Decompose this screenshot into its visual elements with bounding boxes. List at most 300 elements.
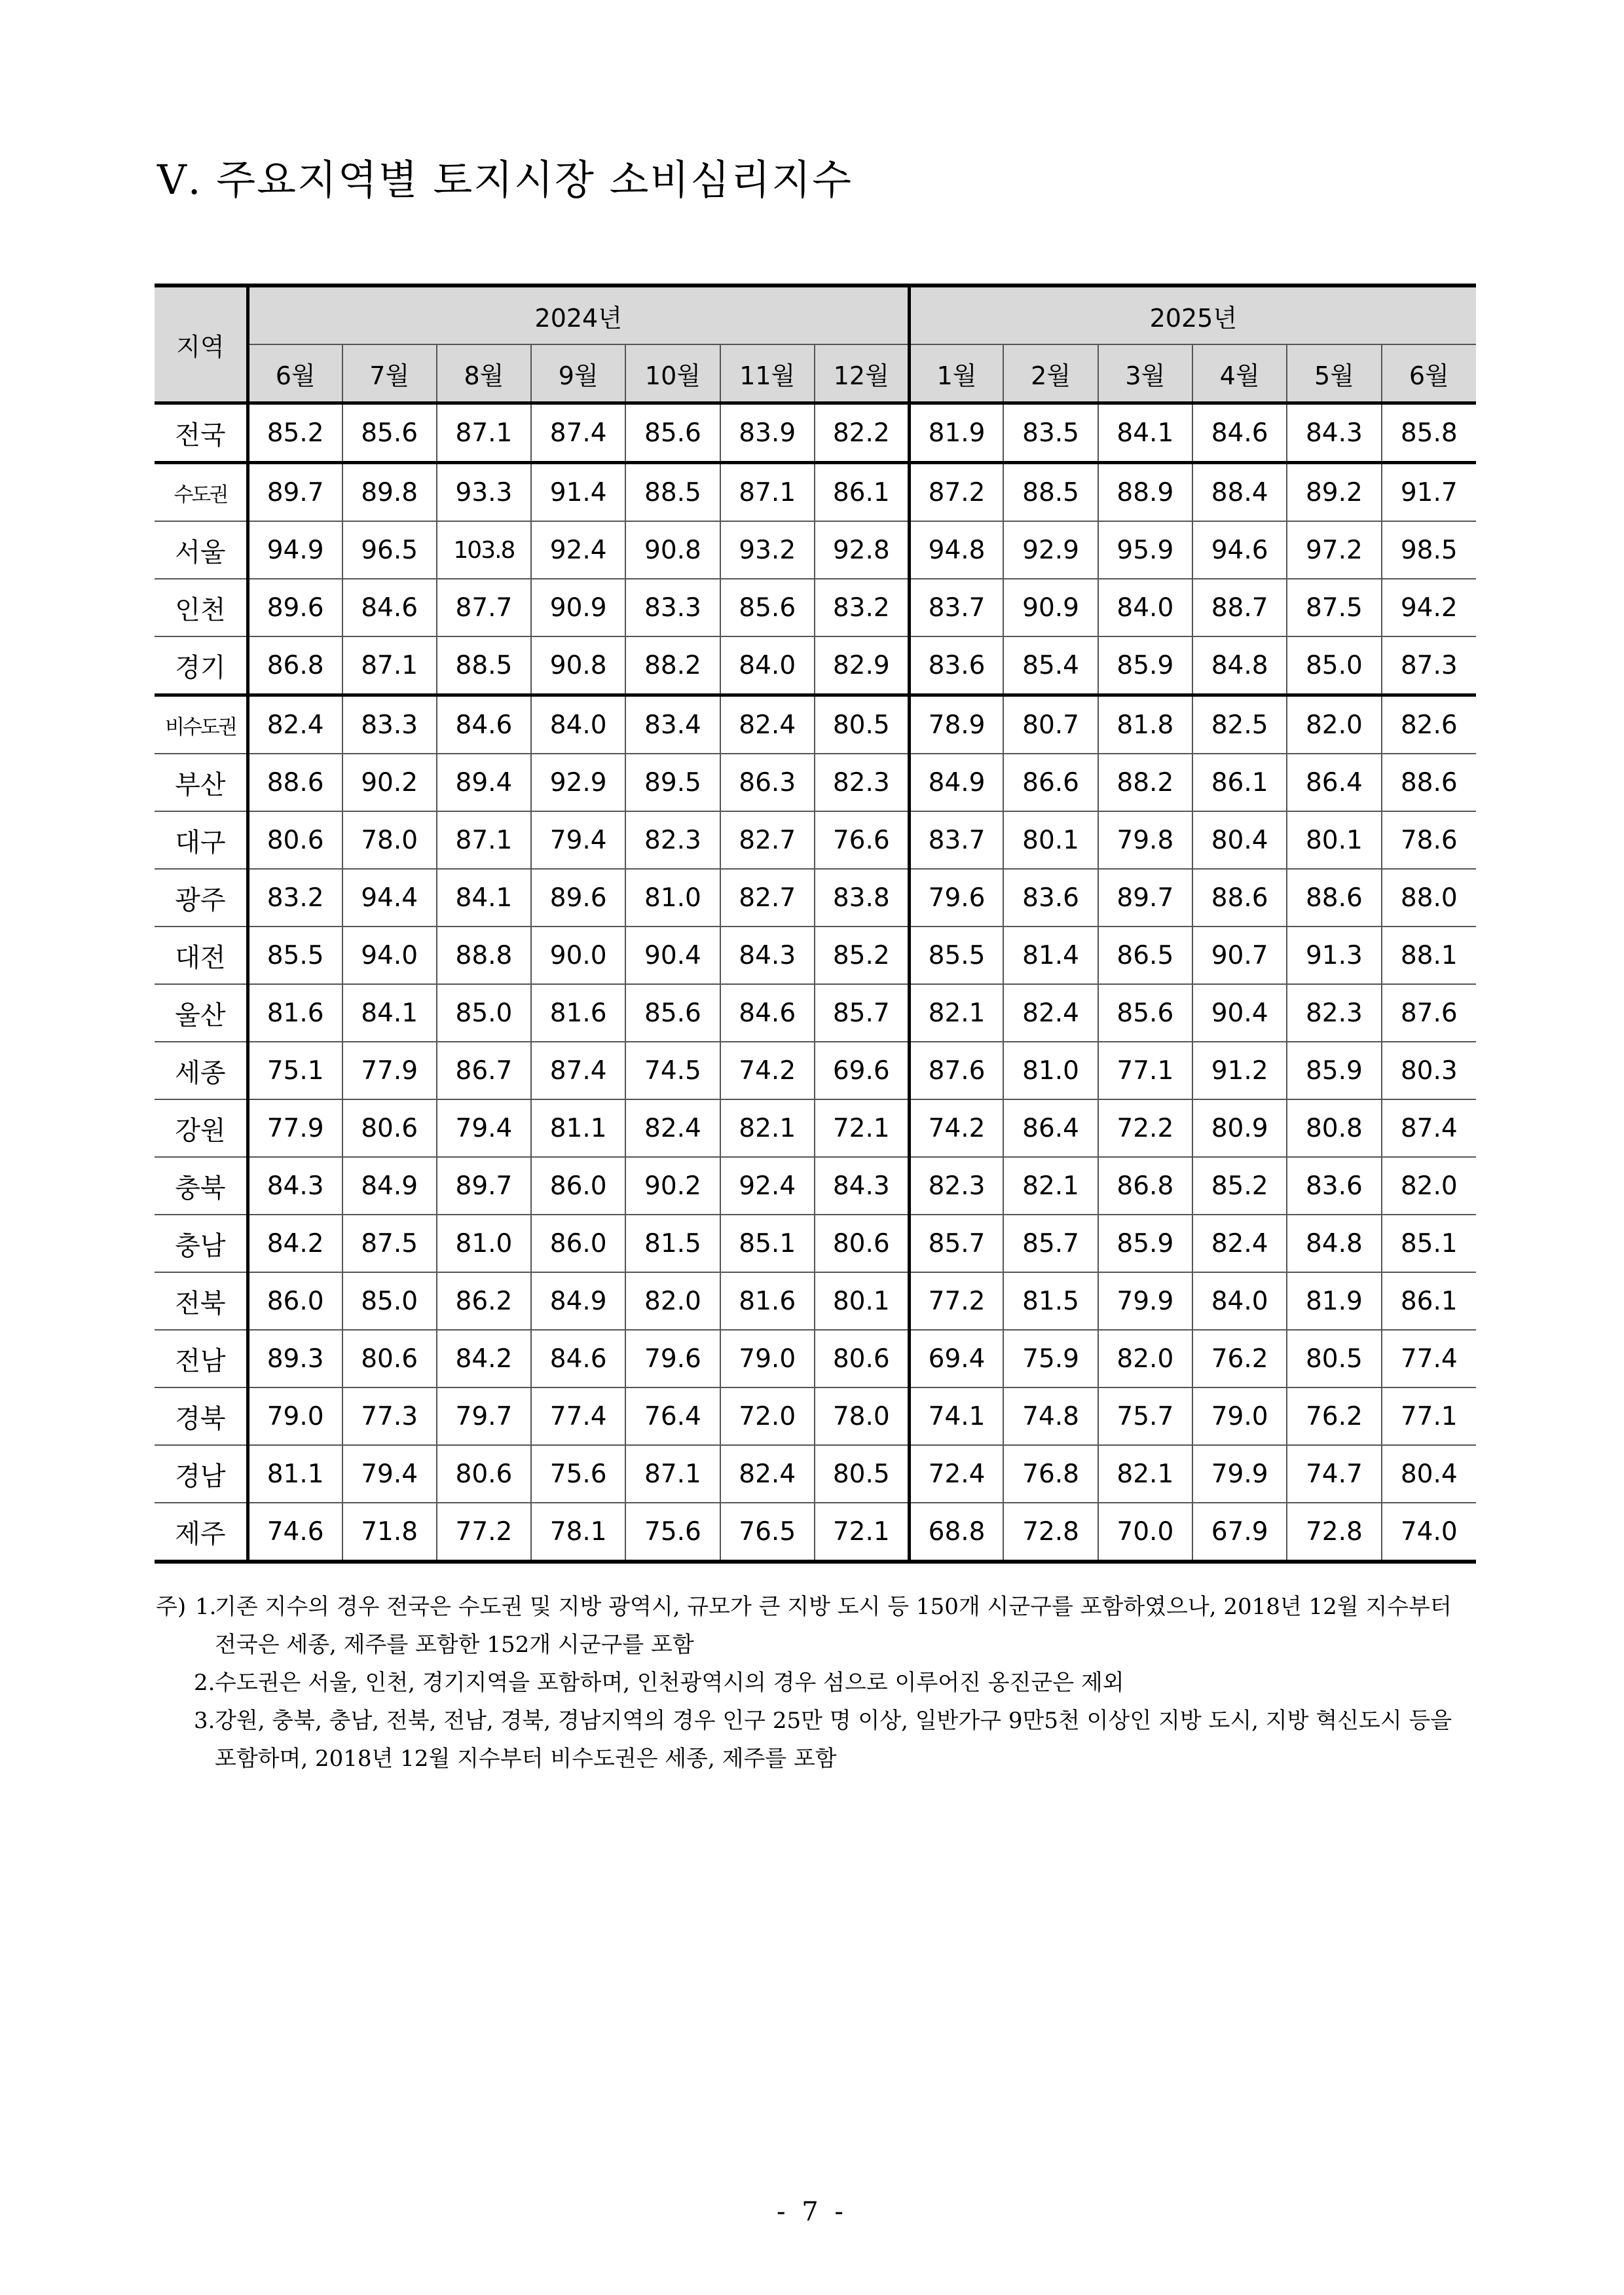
value-cell: 84.6	[342, 579, 437, 636]
value-cell: 86.4	[1287, 754, 1381, 811]
value-cell: 69.4	[909, 1330, 1003, 1387]
region-cell: 전북	[155, 1272, 248, 1330]
month-header: 5월	[1287, 344, 1381, 403]
value-cell: 86.1	[1382, 1272, 1476, 1330]
value-cell: 83.9	[720, 403, 815, 463]
value-cell: 84.3	[815, 1157, 909, 1215]
value-cell: 71.8	[342, 1503, 437, 1562]
value-cell: 85.2	[815, 927, 909, 984]
table-row	[155, 811, 1476, 869]
value-cell: 83.3	[625, 579, 720, 636]
value-cell: 86.1	[815, 463, 909, 522]
table-row	[155, 1042, 1476, 1099]
value-cell: 88.4	[1192, 463, 1287, 522]
region-cell: 인천	[155, 579, 248, 636]
value-cell: 83.6	[1287, 1157, 1381, 1215]
value-cell: 81.5	[1003, 1272, 1098, 1330]
value-cell: 89.7	[248, 463, 342, 522]
value-cell: 75.6	[531, 1445, 625, 1503]
value-cell: 79.0	[720, 1330, 815, 1387]
value-cell: 83.7	[909, 579, 1003, 636]
month-header: 2월	[1003, 344, 1098, 403]
value-cell: 85.6	[720, 579, 815, 636]
value-cell: 91.4	[531, 463, 625, 522]
value-cell: 87.5	[1287, 579, 1381, 636]
value-cell: 76.2	[1192, 1330, 1287, 1387]
value-cell: 87.5	[342, 1215, 437, 1272]
value-cell: 80.9	[1192, 1099, 1287, 1157]
region-cell: 경기	[155, 636, 248, 695]
value-cell: 82.4	[625, 1099, 720, 1157]
value-cell: 91.7	[1382, 463, 1476, 522]
value-cell: 81.6	[720, 1272, 815, 1330]
value-cell: 84.3	[248, 1157, 342, 1215]
value-cell: 89.6	[531, 869, 625, 927]
value-cell: 84.1	[1098, 403, 1192, 463]
value-cell: 83.2	[815, 579, 909, 636]
value-cell: 87.1	[625, 1445, 720, 1503]
value-cell: 77.9	[248, 1099, 342, 1157]
value-cell: 80.6	[248, 811, 342, 869]
value-cell: 80.6	[437, 1445, 531, 1503]
region-cell: 충남	[155, 1215, 248, 1272]
value-cell: 80.5	[815, 695, 909, 754]
value-cell: 90.9	[531, 579, 625, 636]
value-cell: 95.9	[1098, 521, 1192, 579]
value-cell: 78.9	[909, 695, 1003, 754]
value-cell: 70.0	[1098, 1503, 1192, 1562]
value-cell: 83.6	[1003, 869, 1098, 927]
value-cell: 67.9	[1192, 1503, 1287, 1562]
value-cell: 94.9	[248, 521, 342, 579]
value-cell: 86.3	[720, 754, 815, 811]
value-cell: 72.1	[815, 1503, 909, 1562]
value-cell: 84.2	[437, 1330, 531, 1387]
value-cell: 89.2	[1287, 463, 1381, 522]
value-cell: 84.2	[248, 1215, 342, 1272]
region-cell: 대전	[155, 927, 248, 984]
footnote-number: 2.	[194, 1670, 215, 1696]
value-cell: 82.0	[1098, 1330, 1192, 1387]
value-cell: 88.9	[1098, 463, 1192, 522]
value-cell: 94.4	[342, 869, 437, 927]
value-cell: 92.8	[815, 521, 909, 579]
value-cell: 85.7	[815, 984, 909, 1042]
footnote-number: 3.	[194, 1708, 215, 1734]
value-cell: 81.5	[625, 1215, 720, 1272]
region-cell: 전국	[155, 403, 248, 463]
value-cell: 88.0	[1382, 869, 1476, 927]
value-cell: 85.6	[1098, 984, 1192, 1042]
value-cell: 69.6	[815, 1042, 909, 1099]
value-cell: 81.4	[1003, 927, 1098, 984]
value-cell: 79.9	[1098, 1272, 1192, 1330]
value-cell: 82.0	[1382, 1157, 1476, 1215]
value-cell: 77.4	[531, 1387, 625, 1445]
value-cell: 82.4	[1003, 984, 1098, 1042]
value-cell: 87.6	[1382, 984, 1476, 1042]
value-cell: 89.4	[437, 754, 531, 811]
value-cell: 84.6	[1192, 403, 1287, 463]
value-cell: 83.2	[248, 869, 342, 927]
value-cell: 88.6	[248, 754, 342, 811]
value-cell: 87.1	[720, 463, 815, 522]
footnote-3	[156, 1702, 1479, 1778]
value-cell: 74.5	[625, 1042, 720, 1099]
value-cell: 103.8	[437, 521, 531, 579]
month-header: 12월	[815, 344, 909, 403]
value-cell: 79.0	[248, 1387, 342, 1445]
value-cell: 72.4	[909, 1445, 1003, 1503]
month-header: 3월	[1098, 344, 1192, 403]
value-cell: 84.6	[437, 695, 531, 754]
table-row	[155, 1157, 1476, 1215]
value-cell: 90.4	[625, 927, 720, 984]
value-cell: 74.2	[909, 1099, 1003, 1157]
value-cell: 84.6	[720, 984, 815, 1042]
value-cell: 82.1	[1098, 1445, 1192, 1503]
value-cell: 80.5	[1287, 1330, 1381, 1387]
value-cell: 82.4	[720, 1445, 815, 1503]
value-cell: 87.4	[531, 403, 625, 463]
region-cell: 경북	[155, 1387, 248, 1445]
value-cell: 87.6	[909, 1042, 1003, 1099]
value-cell: 82.4	[248, 695, 342, 754]
value-cell: 91.3	[1287, 927, 1381, 984]
region-cell: 제주	[155, 1503, 248, 1562]
table-row	[155, 1099, 1476, 1157]
value-cell: 81.9	[909, 403, 1003, 463]
value-cell: 85.5	[248, 927, 342, 984]
value-cell: 82.0	[1287, 695, 1381, 754]
value-cell: 80.6	[342, 1099, 437, 1157]
value-cell: 81.8	[1098, 695, 1192, 754]
value-cell: 87.4	[1382, 1099, 1476, 1157]
table-row	[155, 695, 1476, 754]
value-cell: 80.6	[815, 1330, 909, 1387]
value-cell: 88.1	[1382, 927, 1476, 984]
region-cell: 부산	[155, 754, 248, 811]
value-cell: 87.1	[437, 403, 531, 463]
value-cell: 77.9	[342, 1042, 437, 1099]
value-cell: 88.7	[1192, 579, 1287, 636]
value-cell: 79.0	[1192, 1387, 1287, 1445]
value-cell: 94.8	[909, 521, 1003, 579]
value-cell: 94.0	[342, 927, 437, 984]
value-cell: 82.6	[1382, 695, 1476, 754]
value-cell: 79.8	[1098, 811, 1192, 869]
value-cell: 82.3	[815, 754, 909, 811]
month-header: 9월	[531, 344, 625, 403]
value-cell: 89.5	[625, 754, 720, 811]
value-cell: 84.1	[437, 869, 531, 927]
value-cell: 85.8	[1382, 403, 1476, 463]
value-cell: 85.0	[437, 984, 531, 1042]
table-row	[155, 1272, 1476, 1330]
value-cell: 80.4	[1382, 1445, 1476, 1503]
value-cell: 88.6	[1192, 869, 1287, 927]
value-cell: 81.9	[1287, 1272, 1381, 1330]
value-cell: 80.6	[342, 1330, 437, 1387]
year-header-row	[155, 285, 1476, 344]
value-cell: 84.0	[1098, 579, 1192, 636]
value-cell: 94.2	[1382, 579, 1476, 636]
value-cell: 86.0	[531, 1215, 625, 1272]
value-cell: 79.7	[437, 1387, 531, 1445]
value-cell: 83.5	[1003, 403, 1098, 463]
region-cell: 경남	[155, 1445, 248, 1503]
value-cell: 81.0	[625, 869, 720, 927]
value-cell: 78.0	[342, 811, 437, 869]
value-cell: 82.4	[1192, 1215, 1287, 1272]
value-cell: 85.6	[625, 984, 720, 1042]
page-number: - 7 -	[777, 2197, 847, 2227]
value-cell: 82.1	[720, 1099, 815, 1157]
value-cell: 85.1	[720, 1215, 815, 1272]
table-row	[155, 869, 1476, 927]
value-cell: 82.0	[625, 1272, 720, 1330]
footnote-text: 기존 지수의 경우 전국은 수도권 및 지방 광역시, 규모가 큰 지방 도시 등 150개 시군구를 포함하였으나, 2018년 12월 지수부터 전국은 세종, 제주를 포함한 152개 시군구를 포함	[215, 1594, 1452, 1658]
value-cell: 83.8	[815, 869, 909, 927]
table-row	[155, 1215, 1476, 1272]
value-cell: 80.8	[1287, 1099, 1381, 1157]
value-cell: 79.6	[909, 869, 1003, 927]
value-cell: 84.9	[531, 1272, 625, 1330]
value-cell: 72.0	[720, 1387, 815, 1445]
value-cell: 74.8	[1003, 1387, 1098, 1445]
table-row	[155, 403, 1476, 463]
table-row	[155, 463, 1476, 522]
month-header: 8월	[437, 344, 531, 403]
value-cell: 83.3	[342, 695, 437, 754]
table-row	[155, 1387, 1476, 1445]
value-cell: 87.7	[437, 579, 531, 636]
value-cell: 83.6	[909, 636, 1003, 695]
value-cell: 88.5	[625, 463, 720, 522]
value-cell: 76.4	[625, 1387, 720, 1445]
value-cell: 92.9	[1003, 521, 1098, 579]
value-cell: 78.0	[815, 1387, 909, 1445]
value-cell: 78.1	[531, 1503, 625, 1562]
value-cell: 84.1	[342, 984, 437, 1042]
region-cell: 강원	[155, 1099, 248, 1157]
table-row	[155, 1330, 1476, 1387]
value-cell: 84.0	[1192, 1272, 1287, 1330]
value-cell: 90.8	[531, 636, 625, 695]
value-cell: 83.4	[625, 695, 720, 754]
footnote-text: 강원, 충북, 충남, 전북, 전남, 경북, 경남지역의 경우 인구 25만 명 이상, 일반가구 9만5천 이상인 지방 도시, 지방 혁신도시 등을 포함하며, 2018년 12월 지수부터 비수도권은 세종, 제주를 포함	[215, 1708, 1452, 1772]
month-header-row	[155, 344, 1476, 403]
value-cell: 84.8	[1192, 636, 1287, 695]
value-cell: 82.3	[625, 811, 720, 869]
value-cell: 78.6	[1382, 811, 1476, 869]
value-cell: 87.1	[342, 636, 437, 695]
value-cell: 82.4	[720, 695, 815, 754]
footnote-number: 1.	[195, 1594, 217, 1620]
value-cell: 86.8	[248, 636, 342, 695]
value-cell: 82.3	[909, 1157, 1003, 1215]
value-cell: 72.2	[1098, 1099, 1192, 1157]
value-cell: 93.2	[720, 521, 815, 579]
value-cell: 85.2	[248, 403, 342, 463]
value-cell: 89.7	[437, 1157, 531, 1215]
value-cell: 86.8	[1098, 1157, 1192, 1215]
value-cell: 84.9	[342, 1157, 437, 1215]
month-header: 10월	[625, 344, 720, 403]
value-cell: 80.5	[815, 1445, 909, 1503]
value-cell: 84.8	[1287, 1215, 1381, 1272]
value-cell: 85.1	[1382, 1215, 1476, 1272]
value-cell: 76.5	[720, 1503, 815, 1562]
value-cell: 77.1	[1098, 1042, 1192, 1099]
value-cell: 93.3	[437, 463, 531, 522]
value-cell: 98.5	[1382, 521, 1476, 579]
region-cell: 서울	[155, 521, 248, 579]
value-cell: 88.8	[437, 927, 531, 984]
value-cell: 82.2	[815, 403, 909, 463]
value-cell: 85.0	[1287, 636, 1381, 695]
region-cell: 비수도권	[155, 695, 248, 754]
value-cell: 86.1	[1192, 754, 1287, 811]
value-cell: 76.8	[1003, 1445, 1098, 1503]
value-cell: 77.3	[342, 1387, 437, 1445]
value-cell: 84.0	[720, 636, 815, 695]
value-cell: 77.1	[1382, 1387, 1476, 1445]
year-header-2025: 2025년	[909, 285, 1476, 344]
value-cell: 89.3	[248, 1330, 342, 1387]
value-cell: 90.2	[342, 754, 437, 811]
region-cell: 수도권	[155, 463, 248, 522]
value-cell: 92.9	[531, 754, 625, 811]
value-cell: 81.1	[248, 1445, 342, 1503]
value-cell: 84.3	[720, 927, 815, 984]
value-cell: 82.1	[909, 984, 1003, 1042]
table-row	[155, 984, 1476, 1042]
value-cell: 88.6	[1382, 754, 1476, 811]
value-cell: 77.2	[909, 1272, 1003, 1330]
value-cell: 92.4	[531, 521, 625, 579]
value-cell: 86.6	[1003, 754, 1098, 811]
table-row	[155, 1503, 1476, 1562]
value-cell: 82.3	[1287, 984, 1381, 1042]
region-column-header: 지역	[155, 285, 248, 403]
value-cell: 83.7	[909, 811, 1003, 869]
value-cell: 79.4	[342, 1445, 437, 1503]
value-cell: 89.7	[1098, 869, 1192, 927]
value-cell: 89.6	[248, 579, 342, 636]
table-row	[155, 927, 1476, 984]
value-cell: 80.4	[1192, 811, 1287, 869]
region-cell: 광주	[155, 869, 248, 927]
value-cell: 89.8	[342, 463, 437, 522]
table-row	[155, 754, 1476, 811]
value-cell: 88.2	[625, 636, 720, 695]
value-cell: 85.9	[1098, 1215, 1192, 1272]
month-header: 6월	[248, 344, 342, 403]
value-cell: 85.7	[1003, 1215, 1098, 1272]
value-cell: 82.9	[815, 636, 909, 695]
month-header: 11월	[720, 344, 815, 403]
value-cell: 94.6	[1192, 521, 1287, 579]
value-cell: 85.6	[342, 403, 437, 463]
land-market-index-table	[155, 284, 1476, 1564]
value-cell: 84.6	[531, 1330, 625, 1387]
value-cell: 87.4	[531, 1042, 625, 1099]
value-cell: 72.8	[1287, 1503, 1381, 1562]
region-cell: 대구	[155, 811, 248, 869]
month-header: 4월	[1192, 344, 1287, 403]
table-row	[155, 579, 1476, 636]
value-cell: 92.4	[720, 1157, 815, 1215]
value-cell: 85.9	[1287, 1042, 1381, 1099]
value-cell: 75.7	[1098, 1387, 1192, 1445]
value-cell: 86.7	[437, 1042, 531, 1099]
value-cell: 80.3	[1382, 1042, 1476, 1099]
value-cell: 85.9	[1098, 636, 1192, 695]
table-row	[155, 636, 1476, 695]
value-cell: 87.2	[909, 463, 1003, 522]
value-cell: 86.5	[1098, 927, 1192, 984]
value-cell: 88.5	[437, 636, 531, 695]
value-cell: 90.7	[1192, 927, 1287, 984]
value-cell: 76.2	[1287, 1387, 1381, 1445]
value-cell: 74.6	[248, 1503, 342, 1562]
month-header: 7월	[342, 344, 437, 403]
footnote-2	[156, 1664, 1479, 1702]
value-cell: 87.3	[1382, 636, 1476, 695]
value-cell: 79.9	[1192, 1445, 1287, 1503]
value-cell: 97.2	[1287, 521, 1381, 579]
value-cell: 81.1	[531, 1099, 625, 1157]
value-cell: 76.6	[815, 811, 909, 869]
value-cell: 88.5	[1003, 463, 1098, 522]
footnote-lead: 주)	[156, 1594, 187, 1620]
value-cell: 85.0	[342, 1272, 437, 1330]
footnote-text: 수도권은 서울, 인천, 경기지역을 포함하며, 인천광역시의 경우 섬으로 이루어진 옹진군은 제외	[215, 1670, 1124, 1696]
value-cell: 90.0	[531, 927, 625, 984]
value-cell: 86.0	[531, 1157, 625, 1215]
value-cell: 72.8	[1003, 1503, 1098, 1562]
region-cell: 세종	[155, 1042, 248, 1099]
value-cell: 77.4	[1382, 1330, 1476, 1387]
value-cell: 79.4	[531, 811, 625, 869]
value-cell: 84.3	[1287, 403, 1381, 463]
month-header: 1월	[909, 344, 1003, 403]
region-cell: 충북	[155, 1157, 248, 1215]
month-header: 6월	[1382, 344, 1476, 403]
year-header-2024: 2024년	[248, 285, 909, 344]
value-cell: 74.2	[720, 1042, 815, 1099]
value-cell: 85.2	[1192, 1157, 1287, 1215]
value-cell: 82.7	[720, 869, 815, 927]
value-cell: 77.2	[437, 1503, 531, 1562]
value-cell: 74.1	[909, 1387, 1003, 1445]
value-cell: 90.4	[1192, 984, 1287, 1042]
table-body	[155, 403, 1476, 1562]
value-cell: 81.0	[437, 1215, 531, 1272]
value-cell: 90.2	[625, 1157, 720, 1215]
value-cell: 82.1	[1003, 1157, 1098, 1215]
value-cell: 85.6	[625, 403, 720, 463]
value-cell: 82.5	[1192, 695, 1287, 754]
value-cell: 80.7	[1003, 695, 1098, 754]
value-cell: 81.0	[1003, 1042, 1098, 1099]
value-cell: 87.1	[437, 811, 531, 869]
footnotes	[156, 1588, 1479, 1778]
value-cell: 75.9	[1003, 1330, 1098, 1387]
section-title: Ⅴ. 주요지역별 토지시장 소비심리지수	[157, 156, 853, 204]
footnote-1	[156, 1588, 1479, 1664]
